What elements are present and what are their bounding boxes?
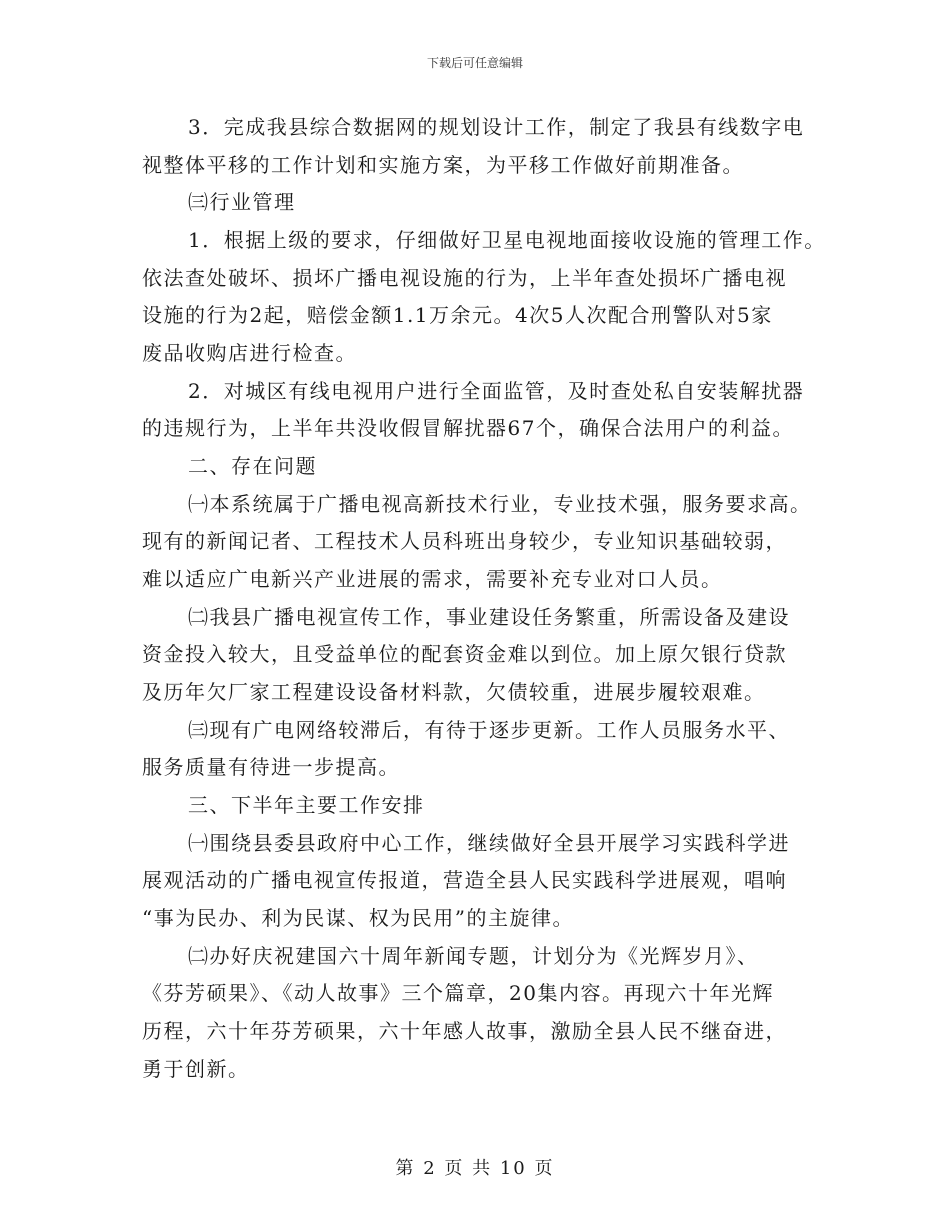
body-line: ㈢现有广电网络较滞后，有待于逐步更新。工作人员服务水平、 bbox=[188, 718, 790, 742]
body-line: 及历年欠厂家工程建设设备材料款，欠债较重，进展步履较艰难。 bbox=[142, 680, 766, 704]
body-line: 1．根据上级的要求，仔细做好卫星电视地面接收设施的管理工作。 bbox=[188, 228, 826, 252]
body-line: 《芬芳硕果》、《动人故事》三个篇章，20集内容。再现六十年光辉 bbox=[142, 981, 774, 1005]
page-number: 第 2 页 共 10 页 bbox=[395, 1158, 555, 1179]
body-line: 2．对城区有线电视用户进行全面监管，及时查处私自安装解扰器 bbox=[188, 379, 805, 403]
body-line: 设施的行为2起，赔偿金额1.1万余元。4次5人次配合刑警队对5家 bbox=[142, 303, 773, 327]
body-line: “事为民办、利为民谋、权为民用”的主旋律。 bbox=[142, 906, 574, 930]
body-line: 废品收购店进行检查。 bbox=[142, 341, 357, 365]
body-line: 难以适应广电新兴产业进展的需求，需要补充专业对口人员。 bbox=[142, 567, 723, 591]
section-heading: ㈢行业管理 bbox=[188, 190, 296, 214]
body-line: ㈡办好庆祝建国六十周年新闻专题，计划分为《光辉岁月》、 bbox=[188, 944, 759, 968]
body-line: ㈠本系统属于广播电视高新技术行业，专业技术强，服务要求高。 bbox=[188, 492, 812, 516]
body-line: 的违规行为，上半年共没收假冒解扰器67个，确保合法用户的利益。 bbox=[142, 416, 794, 440]
section-heading: 二、存在问题 bbox=[188, 454, 317, 478]
body-line: 服务质量有待进一步提高。 bbox=[142, 755, 400, 779]
body-line: ㈠围绕县委县政府中心工作，继续做好全县开展学习实践科学进 bbox=[188, 831, 790, 855]
body-line: 展观活动的广播电视宣传报道，营造全县人民实践科学进展观，唱响 bbox=[142, 868, 787, 892]
body-line: ㈡我县广播电视宣传工作，事业建设任务繁重，所需设备及建设 bbox=[188, 605, 790, 629]
body-line: 现有的新闻记者、工程技术人员科班出身较少，专业知识基础较弱， bbox=[142, 529, 787, 553]
body-line: 3．完成我县综合数据网的规划设计工作，制定了我县有线数字电 bbox=[188, 115, 805, 139]
body-line: 历程，六十年芬芳硕果，六十年感人故事，激励全县人民不继奋进， bbox=[142, 1019, 787, 1043]
body-line: 依法查处破坏、损坏广播电视设施的行为，上半年查处损坏广播电视 bbox=[142, 266, 787, 290]
page-header: 下载后可任意编辑 bbox=[426, 56, 523, 70]
body-line: 视整体平移的工作计划和实施方案，为平移工作做好前期准备。 bbox=[142, 153, 744, 177]
body-line: 勇于创新。 bbox=[142, 1057, 250, 1081]
section-heading: 三、下半年主要工作安排 bbox=[188, 793, 425, 817]
body-line: 资金投入较大，且受益单位的配套资金难以到位。加上原欠银行贷款 bbox=[142, 642, 787, 666]
